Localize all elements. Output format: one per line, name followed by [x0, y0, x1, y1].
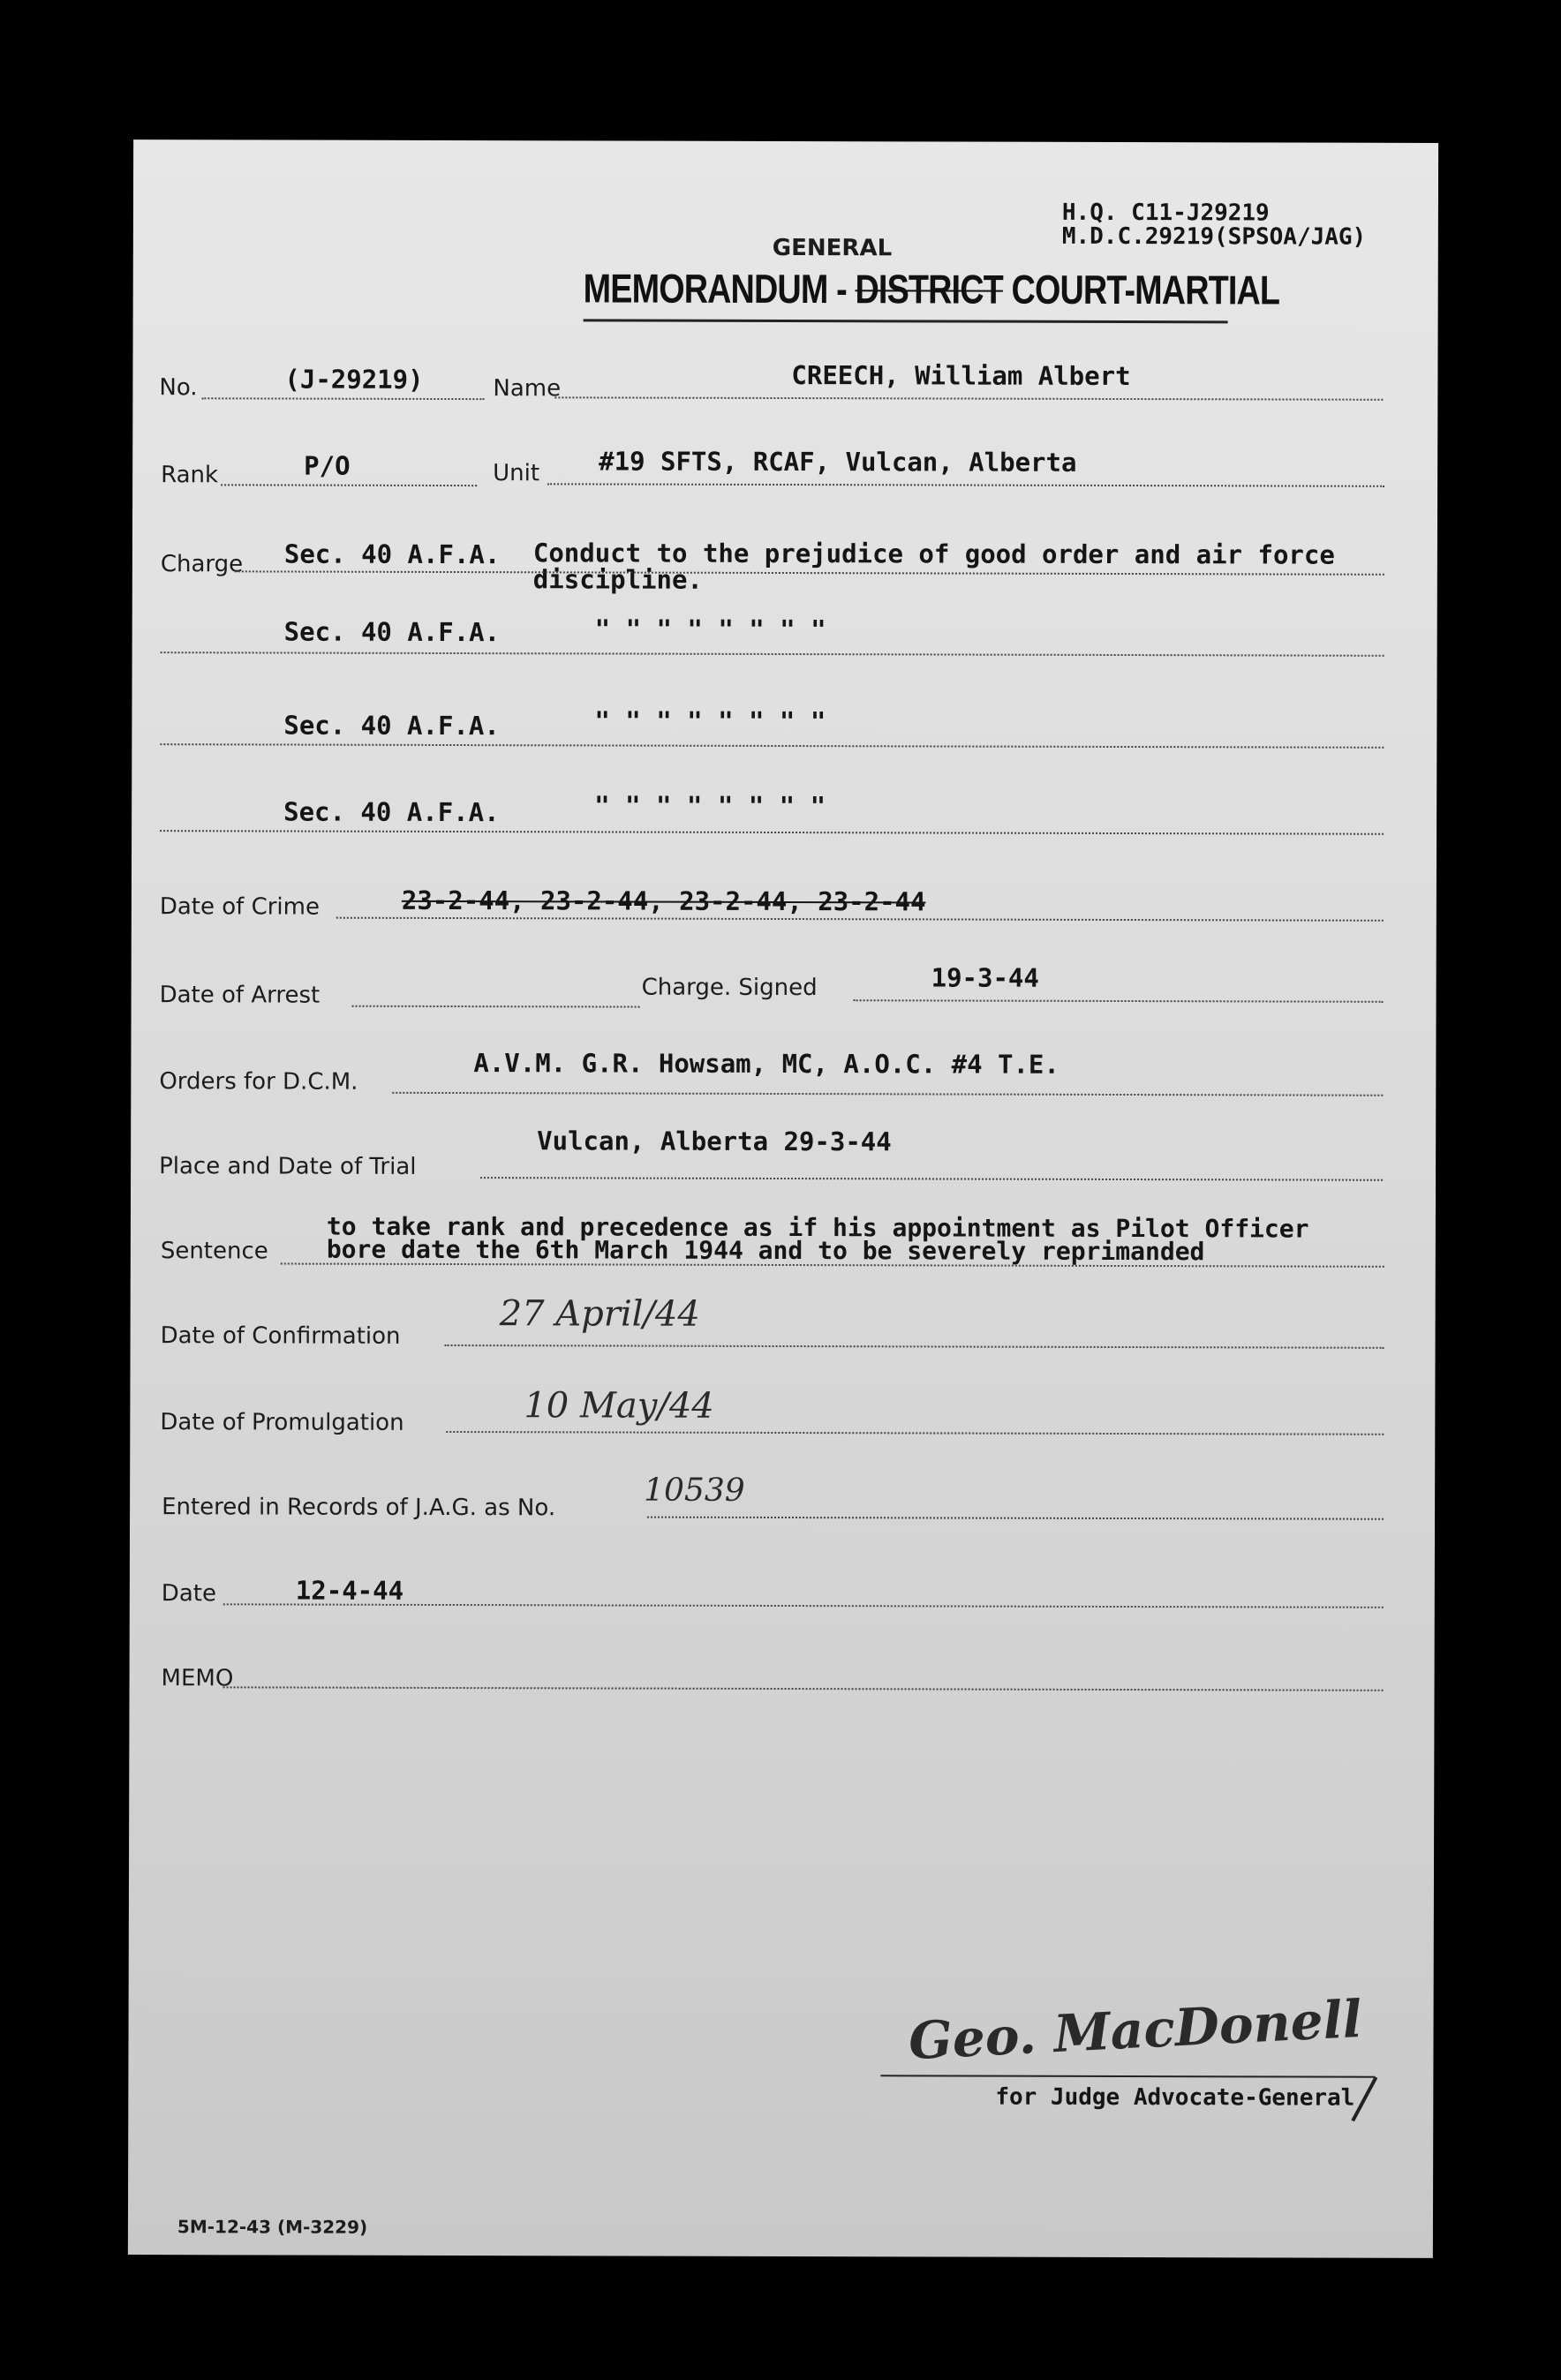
form-code: 5M-12-43 (M-3229) [177, 2216, 368, 2238]
charge-4-ditto: " " " " " " " " [594, 790, 826, 822]
orders-dotted-line [392, 1092, 1383, 1096]
title-insert: GENERAL [772, 234, 893, 262]
charge-signed-dotted-line [854, 999, 1384, 1003]
confirmation-dotted-line [445, 1344, 1384, 1349]
sentence-line-1: to take rank and precedence as if his appointment as Pilot Officer [326, 1211, 1309, 1244]
promulgation-value: 10 May/44 [524, 1385, 714, 1427]
arrest-dotted-line [352, 1005, 640, 1008]
confirmation-value: 27 April/44 [499, 1293, 700, 1335]
no-label: No. [159, 374, 198, 402]
no-dotted-line [201, 397, 484, 400]
name-dotted-line [554, 396, 1383, 400]
memo-label: MEMO [161, 1665, 234, 1692]
unit-label: Unit [493, 460, 540, 487]
title-part2: COURT-MARTIAL [1011, 266, 1280, 313]
charge-label: Charge [160, 551, 244, 578]
memo-dotted-line [223, 1686, 1384, 1691]
trial-value: Vulcan, Alberta 29-3-44 [537, 1126, 892, 1157]
page-title [583, 264, 1280, 313]
charge-2-ditto: " " " " " " " " [594, 614, 826, 645]
crime-value: 23-2-44, 23-2-44, 23-2-44, 23-2-44 [401, 885, 926, 917]
charge-signed-label: Charge. Signed [641, 974, 818, 1002]
orders-label: Orders for D.C.M. [159, 1068, 358, 1096]
sentence-line-2: bore date the 6th March 1944 and to be severely reprimanded [326, 1234, 1205, 1267]
promulgation-label: Date of Promulgation [160, 1409, 404, 1436]
no-value: (J-29219) [284, 364, 424, 395]
name-label: Name [493, 375, 562, 403]
title-struck-word: DISTRICT [855, 266, 1003, 313]
charge-1-section: Sec. 40 A.F.A. [283, 539, 501, 570]
crime-dotted-line [336, 917, 1384, 922]
confirmation-label: Date of Confirmation [160, 1322, 401, 1350]
rank-value: P/O [304, 450, 351, 481]
md-reference: M.D.C.29219(SPSOA/JAG) [1061, 222, 1367, 251]
charge-3-ditto: " " " " " " " " [594, 705, 826, 737]
title-underline [584, 319, 1228, 323]
charge-4-dotted-line [160, 830, 1384, 835]
signature-caption: for Judge Advocate-General [995, 2083, 1355, 2112]
jag-label: Entered in Records of J.A.G. as No. [162, 1494, 556, 1522]
document-sheet [128, 139, 1438, 2258]
arrest-label: Date of Arrest [159, 982, 320, 1009]
rank-label: Rank [161, 462, 219, 489]
charge-1-text: Conduct to the prejudice of good order and air force [532, 538, 1335, 570]
unit-value: #19 SFTS, RCAF, Vulcan, Alberta [599, 446, 1077, 478]
charge-3-section: Sec. 40 A.F.A. [283, 710, 500, 742]
check-mark [1351, 2076, 1377, 2121]
unit-dotted-line [547, 483, 1384, 486]
signature-line [880, 2075, 1375, 2077]
crime-label: Date of Crime [159, 893, 320, 921]
charge-2-section: Sec. 40 A.F.A. [283, 616, 501, 648]
title-part1: MEMORANDUM - [583, 265, 847, 313]
name-value: CREECH, William Albert [791, 360, 1131, 392]
orders-value: A.V.M. G.R. Howsam, MC, A.O.C. #4 T.E. [473, 1048, 1060, 1080]
charge-1-dotted-line [235, 570, 1384, 575]
signature-handwritten: Geo. MacDonell [907, 1988, 1364, 2072]
charge-4-section: Sec. 40 A.F.A. [283, 796, 500, 828]
trial-dotted-line [480, 1177, 1383, 1181]
charge-3-dotted-line [160, 743, 1384, 749]
jag-dotted-line [647, 1517, 1384, 1520]
sentence-label: Sentence [160, 1238, 268, 1265]
hq-reference: H.Q. C11-J29219 [1061, 199, 1270, 227]
charge-signed-value: 19-3-44 [931, 962, 1039, 993]
date-label: Date [161, 1580, 217, 1608]
date-value: 12-4-44 [295, 1575, 404, 1606]
rank-dotted-line [221, 484, 477, 486]
sentence-dotted-line [281, 1263, 1384, 1268]
jag-value: 10539 [644, 1472, 745, 1509]
charge-2-dotted-line [161, 651, 1384, 657]
trial-label: Place and Date of Trial [159, 1153, 417, 1180]
promulgation-dotted-line [446, 1431, 1384, 1435]
charge-1-text-continued: discipline. [532, 564, 703, 595]
